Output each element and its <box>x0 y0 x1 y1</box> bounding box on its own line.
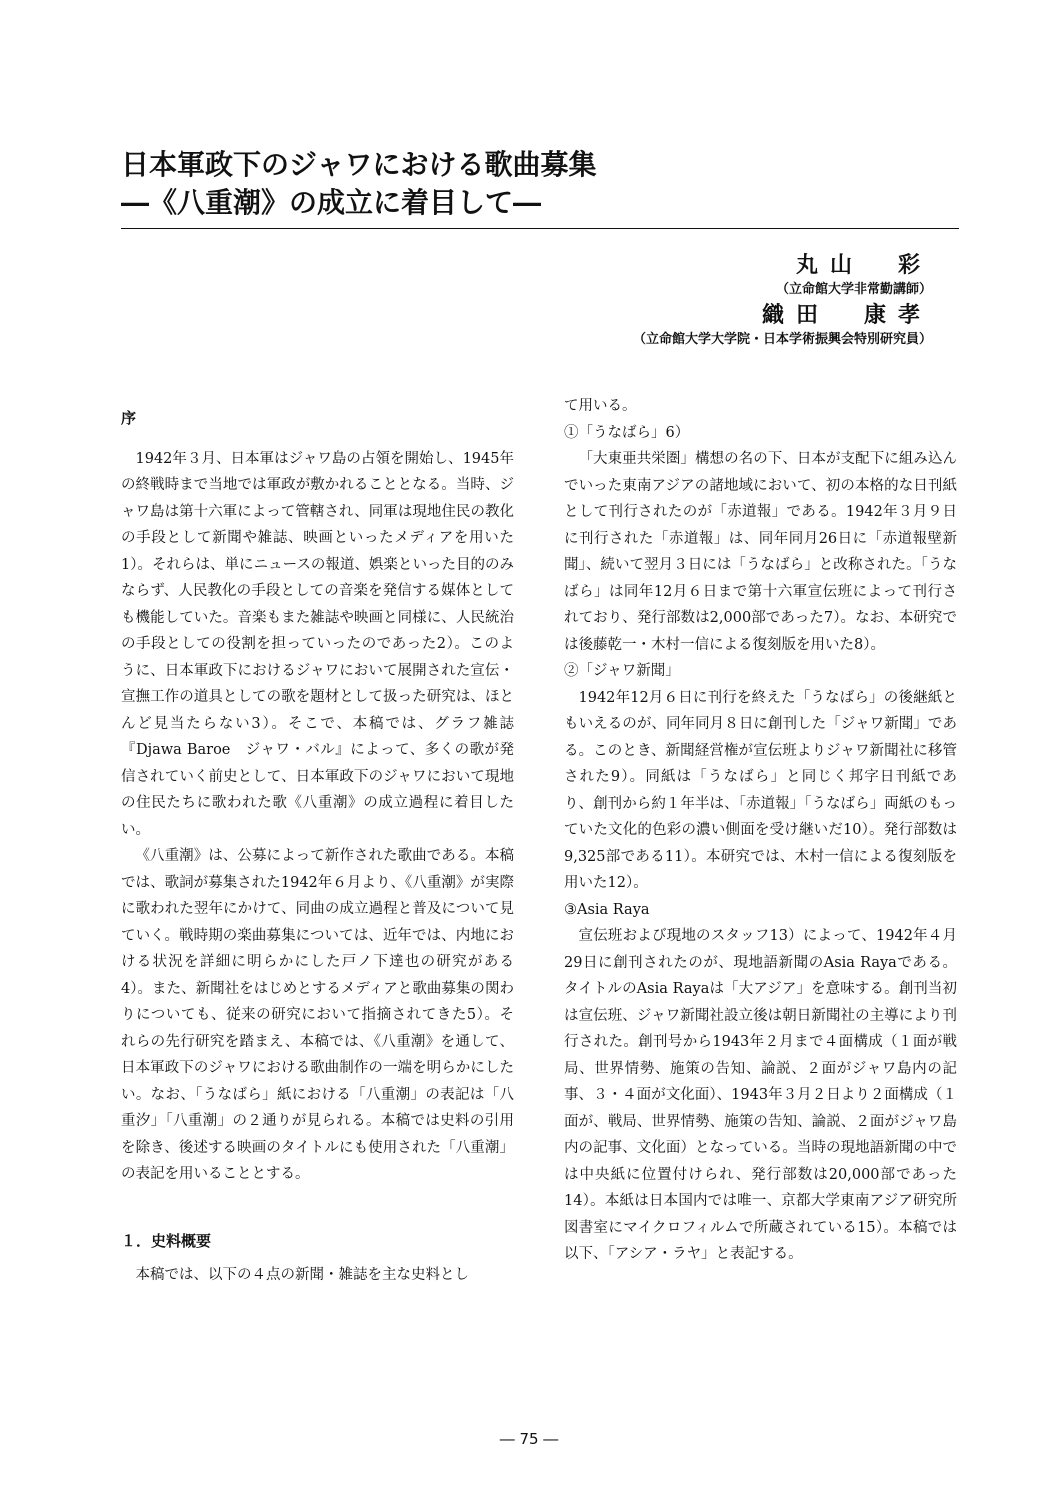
title-line-2: ―《八重潮》の成立に着目して― <box>121 186 542 219</box>
page-number: ― 75 ― <box>499 1430 559 1448</box>
intro-paragraph-1: 1942年３月、日本軍はジャワ島の占領を開始し、1945年の終戦時まで当地では軍政が敷かれることとなる。当時、ジャワ島は第十六軍によって管轄され、同軍は現地住民の教化の手段として新聞や雑誌、映画といったメディアを用いた1）。それらは、単にニュースの報道、娯楽といった目的のみならず、人民教化の手段としての音楽を発信する媒体としても機能していた。音楽もまた雑誌や映画と同様に、人民統治の手段としての役割を担っていったのであった2）。このように、日本軍政下におけるジャワにおいて展開された宣伝・宣撫工作の道具としての歌を題材として扱った研究は、ほとんど見当たらない3）。そこで、本稿では、グラフ雑誌『Djawa Baroe ジャワ・バル』によって、多くの歌が発信されていく前史として、日本軍政下のジャワにおいて現地の住民たちに歌われた歌《八重潮》の成立過程に着目したい。 <box>121 450 514 838</box>
intro-paragraph-2: 《八重潮》は、公募によって新作された歌曲である。本稿では、歌詞が募集された1942年６月より、《八重潮》が実際に歌われた翌年にかけて、同曲の成立過程と普及について見ていく。戦時期の楽曲募集については、近年では、内地における状況を詳細に明らかにした戸ノ下達也の研究がある4）。また、新聞社をはじめとするメディアと歌曲募集の関わりについても、従来の研究において指摘されてきた5）。それらの先行研究を踏まえ、本稿では、《八重潮》を通して、日本軍政下のジャワにおける歌曲制作の一端を明らかにしたい。なお、「うなばら」紙における「八重潮」の表記は「八重汐」「八重潮」の２通りが見られる。本稿では史料の引用を除き、後述する映画のタイトルにも使用された「八重潮」の表記を用いることとする。 <box>121 848 514 1182</box>
item-heading-unabara: ①「うなばら」6） <box>564 424 690 441</box>
paper-title <box>121 146 961 222</box>
author-block <box>633 250 932 350</box>
intro-heading: 序 <box>121 409 137 427</box>
author-affiliation-1: （立命館大学非常勤講師） <box>775 282 932 297</box>
title-line-1: 日本軍政下のジャワにおける歌曲募集 <box>121 148 597 181</box>
item-text-asia-raya: 宣伝班および現地のスタッフ13）によって、1942年４月29日に創刊されたのが、現地語新聞のAsia Rayaである。タイトルのAsia Rayaは「大アジア」を意味する。創刊当初は宣伝班、ジャワ新聞社設立後は朝日新聞社の主導により刊行された。創刊号から1943年２月まで４面構成（１面が戦局、世界情勢、施策の告知、論説、２面がジャワ島内の記事、３・４面が文化面）、1943年３月２日より２面構成（１面が、戦局、世界情勢、施策の告知、論説、２面がジャワ島内の記事、文化面）となっている。当時の現地語新聞の中では中央紙に位置付けられ、発行部数は20,000部であった14）。本紙は日本国内では唯一、京都大学東南アジア研究所図書室にマイクロフィルムで所蔵されている15）。本稿では以下、「アシア・ラヤ」と表記する。 <box>564 928 957 1262</box>
section-paragraph: 本稿では、以下の４点の新聞・雑誌を主な史料とし <box>135 1267 469 1283</box>
item-text-jawa-shinbun: 1942年12月６日に刊行を終えた「うなばら」の後継紙ともいえるのが、同年同月８日に創刊した「ジャワ新聞」である。このとき、新聞経営権が宣伝班よりジャワ新聞社に移管された9）。同紙は「うなばら」と同じく邦字日刊紙であり、創刊から約１年半は、「赤道報」「うなばら」両紙のもっていた文化的色彩の濃い側面を受け継いだ10）。発行部数は9,325部である11）。本研究では、木村一信による復刻版を用いた12）。 <box>564 689 957 891</box>
author-name-2: 織田 康孝 <box>761 302 932 328</box>
title-rule <box>121 228 959 229</box>
item-text-unabara: 「大東亜共栄圏」構想の名の下、日本が支配下に組み込んでいった東南アジアの諸地域において、初の本格的な日刊紙として刊行されたのが「赤道報」である。1942年３月９日に刊行された「赤道報」は、同年同月26日に「赤道報壁新聞」、続いて翌月３日には「うなばら」と改称された。「うなばら」は同年12月６日まで第十六軍宣伝班によって刊行されており、発行部数は2,000部であった7）。なお、本研究では後藤乾一・木村一信による復刻版を用いた8）。 <box>564 451 957 653</box>
author-affiliation-2: （立命館大学大学院・日本学術振興会特別研究員） <box>632 332 932 347</box>
continuation-text: て用いる。 <box>564 398 637 414</box>
right-column <box>564 393 957 1268</box>
item-heading-jawa-shinbun: ②「ジャワ新聞」 <box>564 663 680 679</box>
section-heading: １．史料概要 <box>121 1231 212 1250</box>
item-heading-asia-raya: ③Asia Raya <box>564 901 650 918</box>
author-name-1: 丸山 彩 <box>795 252 932 278</box>
left-column <box>121 405 514 1289</box>
